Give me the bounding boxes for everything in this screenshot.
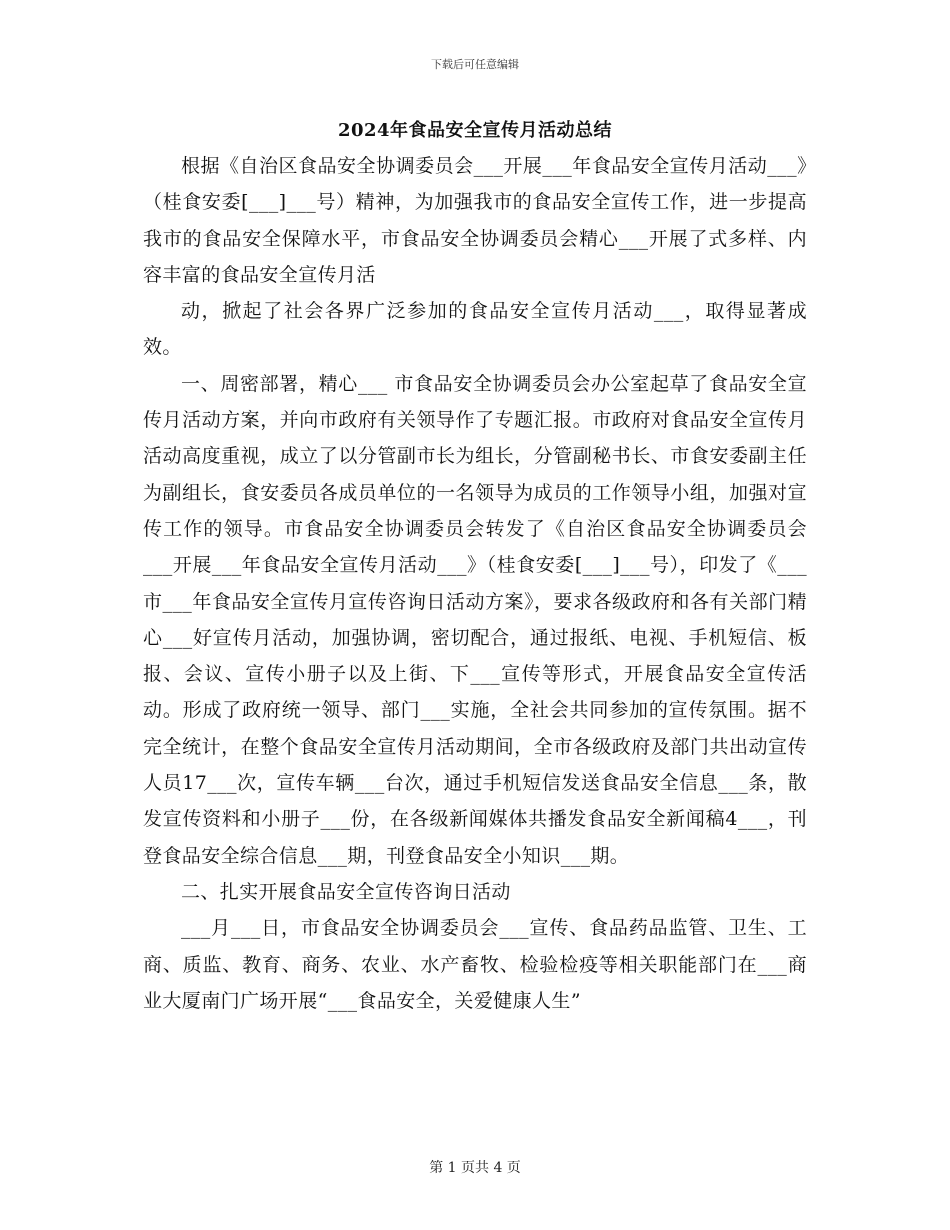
paragraph-intro-continued: 动，掀起了社会各界广泛参加的食品安全宣传月活动___，取得显著成效。 [143,300,807,359]
paragraph-intro: 根据《自治区食品安全协调委员会___开展___年食品安全宣传月活动___》（桂食安委[___]___号）精神，为加强我市的食品安全宣传工作，进一步提高我市的食品安全保障水平，市食品安全协调委员会精心___开展了式多样、内容丰富的食品安全宣传月活 [143,155,807,286]
document-title: 2024年食品安全宣传月活动总结 [337,120,613,141]
paragraph-section-2: ___月___日，市食品安全协调委员会___宣传、食品药品监管、卫生、工商、质监、教育、商务、农业、水产畜牧、检验检疫等相关职能部门在___商业大厦南门广场开展“___食品安全，关爱健康人生” [143,917,807,1012]
page-footer: 第 1 页共 4 页 [429,1160,521,1176]
section-2-heading: 二、扎实开展食品安全宣传咨询日活动 [181,880,511,903]
paragraph-section-1: 一、周密部署，精心___ 市食品安全协调委员会办公室起草了食品安全宣传月活动方案，并向市政府有关领导作了专题汇报。市政府对食品安全宣传月活动高度重视，成立了以分管副市长为组长，分管副秘书长、市食安委副主任为副组长，食安委员各成员单位的一名领导为成员的工作领导小组，加强对宣传工作的领导。市食品安全协调委员会转发了《自治区食品安全协调委员会___开展___年食品安全宣传月活动___》（桂食安委[___]___号），印发了《___市___年食品安全宣传月宣传咨询日活动方案》，要求各级政府和各有关部门精心___好宣传月活动，加强协调，密切配合，通过报纸、电视、手机短信、板报、会议、宣传小册子以及上街、下___宣传等形式，开展食品安全宣传活动。形成了政府统一领导、部门___实施，全社会共同参加的宣传氛围。据不完全统计，在整个食品安全宣传月活动期间，全市各级政府及部门共出动宣传人员17___次，宣传车辆___台次，通过手机短信发送食品安全信息___条，散发宣传资料和小册子___份，在各级新闻媒体共播发食品安全新闻稿4___，刊登食品安全综合信息___期，刊登食品安全小知识___期。 [143,372,807,867]
document-body [143,148,807,1019]
page-header: 下载后可任意编辑 [431,58,519,71]
